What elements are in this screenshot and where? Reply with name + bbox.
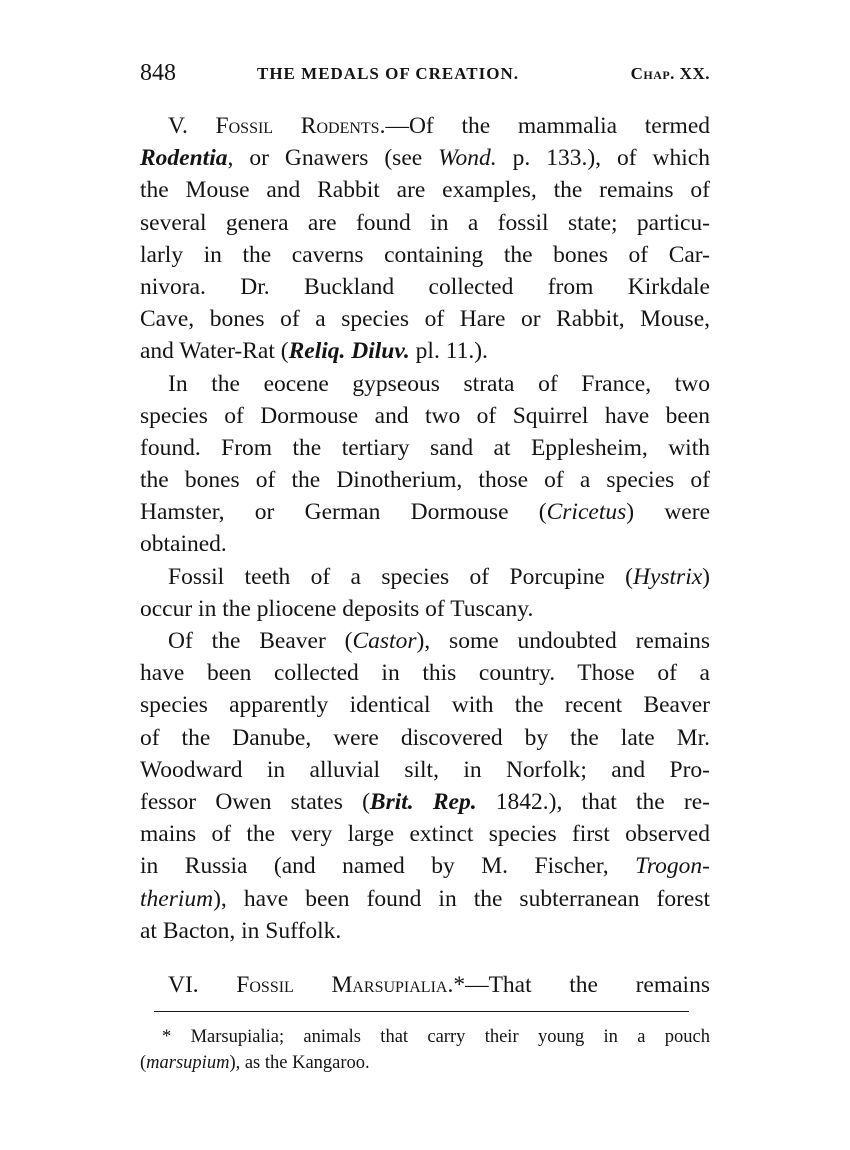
italic-reference: Brit. Rep.: [369, 788, 477, 815]
section-vi-heading-line: [140, 969, 710, 1001]
section-number: V.: [168, 113, 188, 139]
text-line: the bones of the Dinotherium, those of a species of: [140, 467, 710, 494]
text-line: at Bacton, in Suffolk.: [140, 917, 342, 944]
italic-term: Trogon-: [635, 853, 710, 880]
text-run: (: [140, 1052, 147, 1073]
text-line: mains of the very large extinct species first observed: [140, 821, 710, 848]
italic-term: Rodentia: [140, 145, 228, 172]
footnote-marker: *: [162, 1026, 172, 1047]
italic-term: Hystrix: [632, 563, 703, 590]
text-run: and Water-Rat (: [140, 338, 289, 365]
text-run: ) were: [626, 499, 710, 526]
text-line: Cave, bones of a species of Hare or Rabbit, Mouse,: [140, 306, 710, 333]
text-run: ), as the Kangaroo.: [229, 1052, 370, 1073]
text-line: obtained.: [140, 531, 227, 558]
text-run: in Russia (and named by M. Fischer,: [140, 853, 636, 880]
running-head: [140, 58, 710, 92]
text-run: p. 133.), of which: [496, 145, 710, 172]
text-run: 1842.), that the re-: [476, 788, 710, 815]
text-run: —Of the mammalia termed: [385, 113, 711, 139]
text-run: —That the remains: [465, 971, 710, 998]
italic-term: Castor: [352, 628, 417, 654]
text-line: of the Danube, were discovered by the late Mr.: [140, 724, 710, 751]
italic-reference: Wond.: [438, 145, 497, 172]
text-line: species of Dormouse and two of Squirrel have been: [140, 402, 710, 429]
page-number: 848: [140, 60, 176, 86]
italic-term: marsupium: [146, 1052, 230, 1073]
italic-term: Cricetus: [546, 499, 627, 526]
text-run: , or Gnawers (see: [227, 145, 439, 172]
text-run: fessor Owen states (: [140, 788, 370, 815]
text-line: occur in the pliocene deposits of Tuscany.: [140, 595, 534, 622]
text-line: [140, 625, 710, 657]
footnote-line: [140, 1024, 710, 1050]
section-heading: Fossil Rodents.: [215, 113, 386, 139]
text-line: Woodward in alluvial silt, in Norfolk; and Pro-: [140, 756, 710, 783]
text-run: Marsupialia; animals that carry their young in a pouch: [190, 1026, 711, 1047]
text-line: [140, 561, 710, 593]
book-page: [140, 58, 710, 1076]
footnote-line: [140, 1050, 710, 1076]
footnote-marker: *: [453, 971, 466, 998]
section-number: VI.: [168, 971, 199, 998]
book-title: THE MEDALS OF CREATION.: [257, 64, 519, 83]
text-run: ): [702, 563, 710, 590]
italic-term: therium: [140, 885, 214, 912]
text-line: [140, 850, 710, 882]
footnote: [140, 1024, 710, 1076]
text-line: [140, 142, 710, 174]
text-run: Hamster, or German Dormouse (: [140, 499, 547, 526]
section-v-heading-line: [140, 110, 710, 142]
chapter-label: Chap. XX.: [630, 64, 710, 83]
text-run: Fossil teeth of a species of Porcupine (: [168, 563, 633, 590]
text-line: species apparently identical with the recent Beaver: [140, 692, 710, 719]
text-run: ), have been found in the subterranean forest: [213, 885, 710, 912]
text-line: found. From the tertiary sand at Epplesheim, with: [140, 434, 710, 461]
text-line: [140, 335, 710, 367]
text-line: the Mouse and Rabbit are examples, the remains of: [140, 177, 710, 204]
footnote-divider: [154, 1011, 689, 1012]
text-line: [140, 786, 710, 818]
text-line: [140, 496, 710, 528]
section-heading: Fossil Marsupialia.: [236, 971, 454, 998]
text-run: pl. 11.).: [409, 338, 488, 365]
italic-reference: Reliq. Diluv.: [288, 338, 410, 365]
text-line: larly in the caverns containing the bones of Car-: [140, 241, 710, 268]
body-text: [140, 110, 710, 947]
text-run: ), some undoubted remains: [416, 628, 710, 654]
text-line: In the eocene gypseous strata of France, two: [168, 370, 710, 397]
text-line: have been collected in this country. Those of a: [140, 660, 710, 687]
text-run: Of the Beaver (: [168, 628, 353, 654]
text-line: nivora. Dr. Buckland collected from Kirkdale: [140, 273, 710, 300]
text-line: [140, 883, 710, 915]
text-line: several genera are found in a fossil state; particu-: [140, 209, 710, 236]
